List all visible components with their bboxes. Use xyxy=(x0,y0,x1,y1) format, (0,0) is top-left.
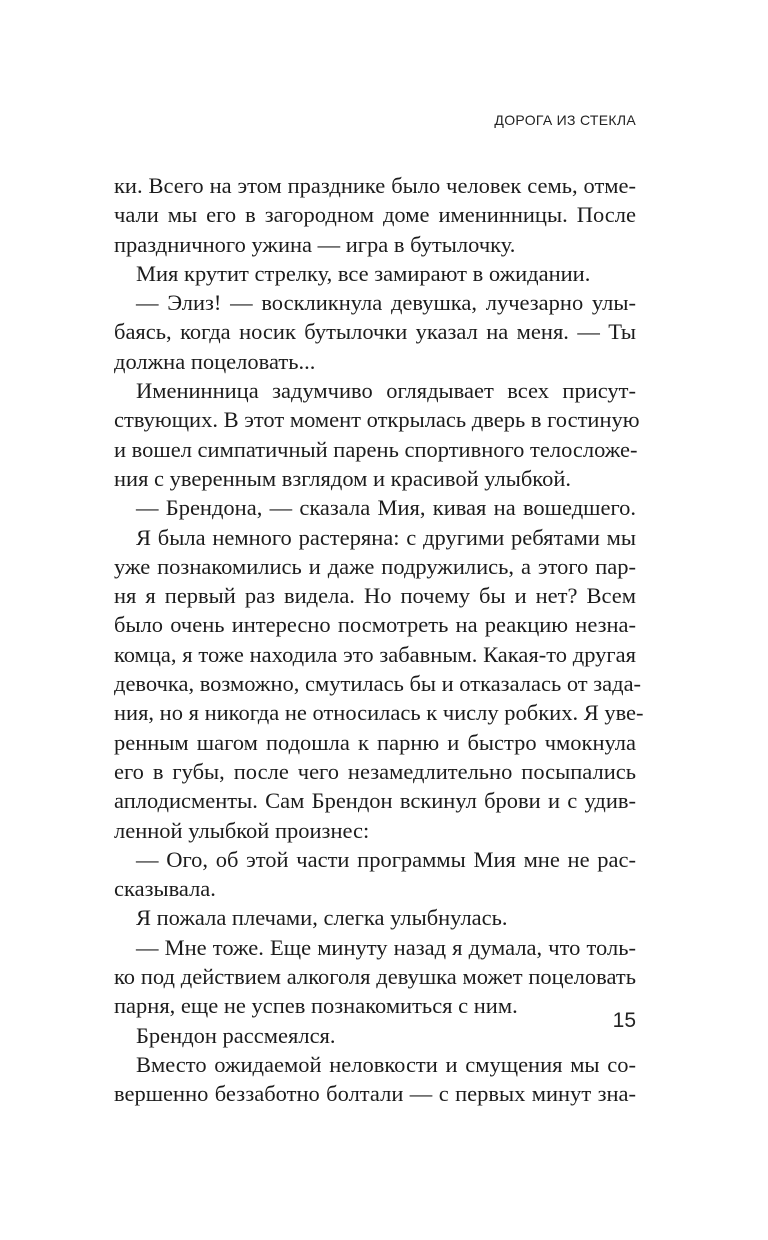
text-line: ня я первый раз видела. Но почему бы и нет? Всем xyxy=(114,583,636,609)
text-line: девочка, возможно, смутилась бы и отказалась от зада- xyxy=(114,671,642,697)
running-header: ДОРОГА ИЗ СТЕКЛА xyxy=(494,112,636,128)
text-line: — Мне тоже. Еще минуту назад я думала, что толь- xyxy=(136,934,636,960)
text-line: — Брендона, — сказала Мия, кивая на вошедшего. xyxy=(136,495,636,521)
body-text xyxy=(114,171,644,1109)
text-line: вершенно беззаботно болтали — с первых минут зна- xyxy=(114,1081,636,1107)
text-line: аплодисменты. Сам Брендон вскинул брови и с удив- xyxy=(114,788,636,814)
text-line: Именинница задумчиво оглядывает всех присут- xyxy=(136,378,636,404)
text-line: ния, но я никогда не относилась к числу робких. Я уве- xyxy=(114,700,644,726)
text-line: ствующих. В этот момент открылась дверь в гостиную xyxy=(114,407,640,433)
text-line: — Элиз! — воскликнула девушка, лучезарно улы- xyxy=(136,290,636,316)
text-line: уже познакомились и даже подружились, а этого пар- xyxy=(114,553,636,579)
text-line: ки. Всего на этом празднике было человек семь, отме- xyxy=(114,173,636,198)
text-line: Мия крутит стрелку, все замирают в ожидании. xyxy=(136,260,591,286)
text-line: ко под действием алкоголя девушка может поцеловать xyxy=(114,964,636,990)
text-line: сказывала. xyxy=(114,876,216,902)
text-line: Я пожала плечами, слегка улыбнулась. xyxy=(136,905,508,931)
text-line: ленной улыбкой произнес: xyxy=(114,817,370,843)
text-line: Вместо ожидаемой неловкости и смущения мы со- xyxy=(136,1051,636,1077)
text-line: ния с уверенным взглядом и красивой улыбкой. xyxy=(114,465,572,491)
text-line: чали мы его в загородном доме именинницы. После xyxy=(114,202,636,228)
page-number: 15 xyxy=(612,1009,636,1032)
text-line: Брендон рассмеялся. xyxy=(136,1022,336,1048)
text-line: Я была немного растеряна: с другими ребятами мы xyxy=(136,524,636,550)
text-line: ренным шагом подошла к парню и быстро чмокнула xyxy=(114,729,636,755)
text-line: должна поцеловать... xyxy=(114,348,316,374)
text-line: комца, я тоже находила это забавным. Какая-то другая xyxy=(114,641,636,667)
text-line: парня, еще не успев познакомиться с ним. xyxy=(114,993,518,1019)
text-line: баясь, когда носик бутылочки указал на меня. — Ты xyxy=(114,319,636,345)
text-line: его в губы, после чего незамедлительно посыпались xyxy=(114,758,636,784)
text-line: и вошел симпатичный парень спортивного телосложе- xyxy=(114,436,638,462)
text-line: было очень интересно посмотреть на реакцию незна- xyxy=(114,612,636,638)
text-line: — Ого, об этой части программы Мия мне не рас- xyxy=(136,846,636,872)
text-line: праздничного ужина — игра в бутылочку. xyxy=(114,231,516,257)
